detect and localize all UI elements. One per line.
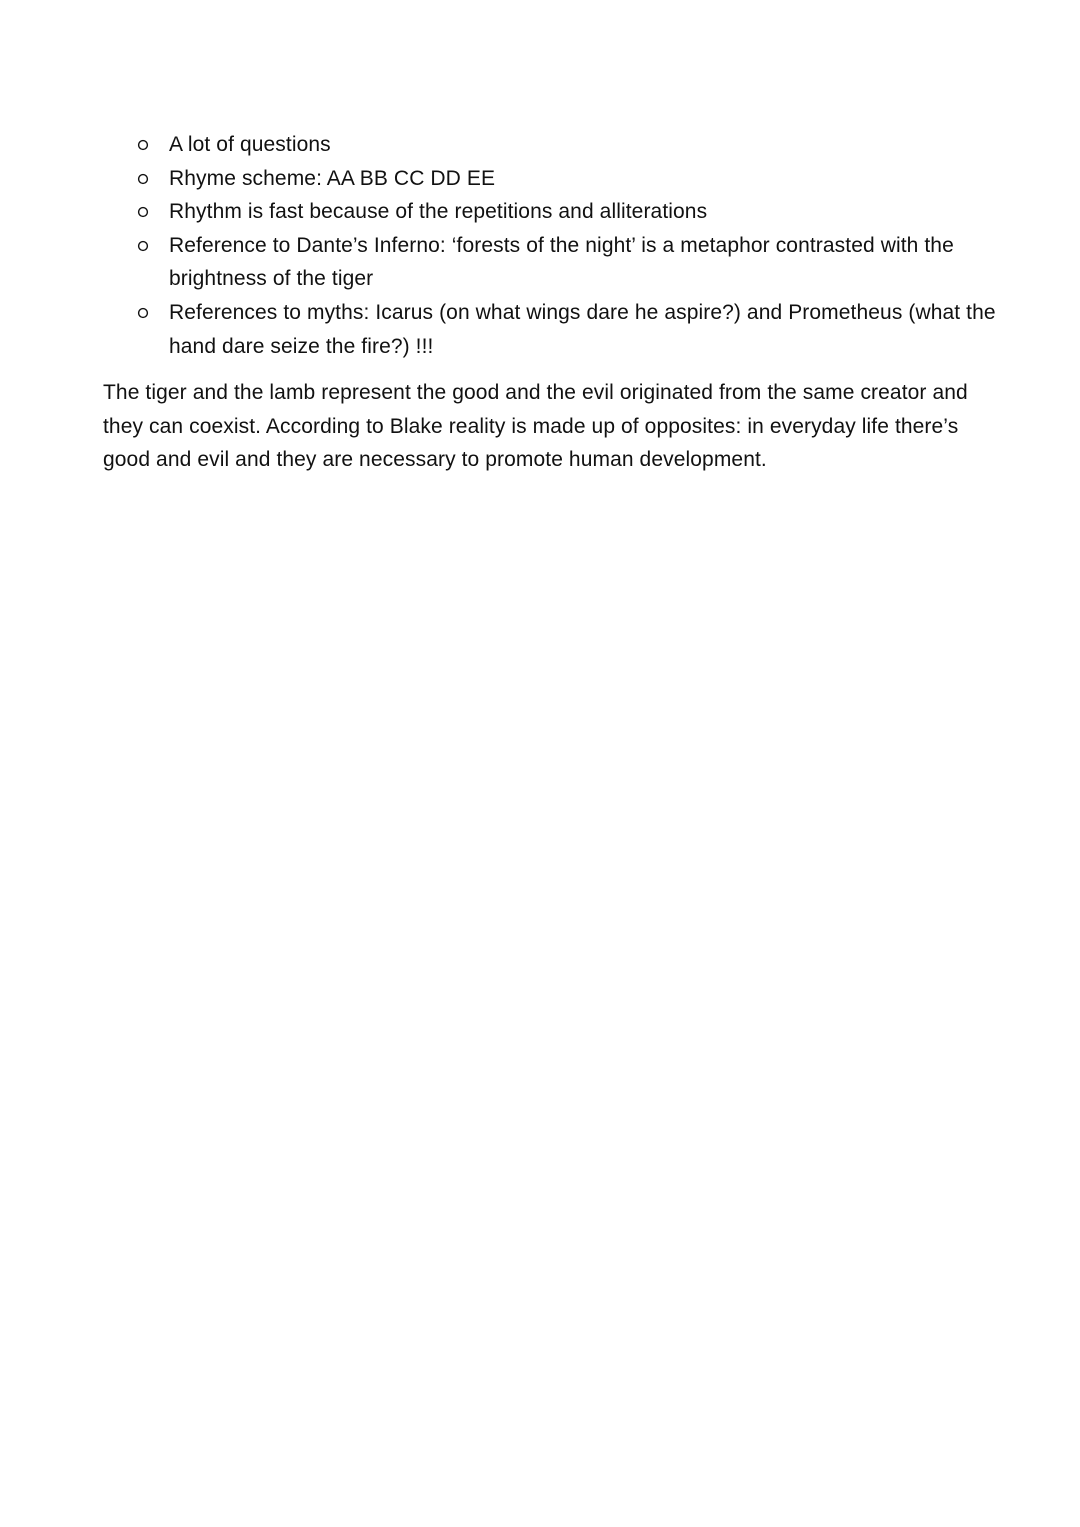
- hollow-circle-bullet-icon: [137, 128, 155, 162]
- list-item: [137, 229, 997, 296]
- list-item-text: A lot of questions: [169, 133, 331, 156]
- list-item-text: Rhythm is fast because of the repetitions and alliterations: [169, 200, 708, 224]
- list-item: [137, 162, 997, 196]
- list-item: [137, 195, 997, 229]
- list-item-text: Reference to Dante’s Inferno: ‘forests of the night’ is a metaphor contrasted with the brightness of the tiger: [169, 233, 954, 291]
- list-item-text: Rhyme scheme: AA BB CC DD EE: [169, 166, 496, 190]
- body-paragraph: The tiger and the lamb represent the good and the evil originated from the same creator and they can coexist. According to Blake reality is made up of opposites: in everyday life there’s good and evil and they are necessary to promote human development.: [103, 381, 968, 472]
- list-item-text: References to myths: Icarus (on what wings dare he aspire?) and Prometheus (what the hand dare seize the fire?) !!!: [169, 300, 996, 358]
- bullet-list: [137, 128, 997, 363]
- hollow-circle-bullet-icon: [137, 229, 155, 263]
- hollow-circle-bullet-icon: [137, 162, 155, 196]
- list-item: [137, 296, 997, 363]
- list-item: [137, 128, 997, 162]
- hollow-circle-bullet-icon: [137, 195, 155, 229]
- hollow-circle-bullet-icon: [137, 296, 155, 330]
